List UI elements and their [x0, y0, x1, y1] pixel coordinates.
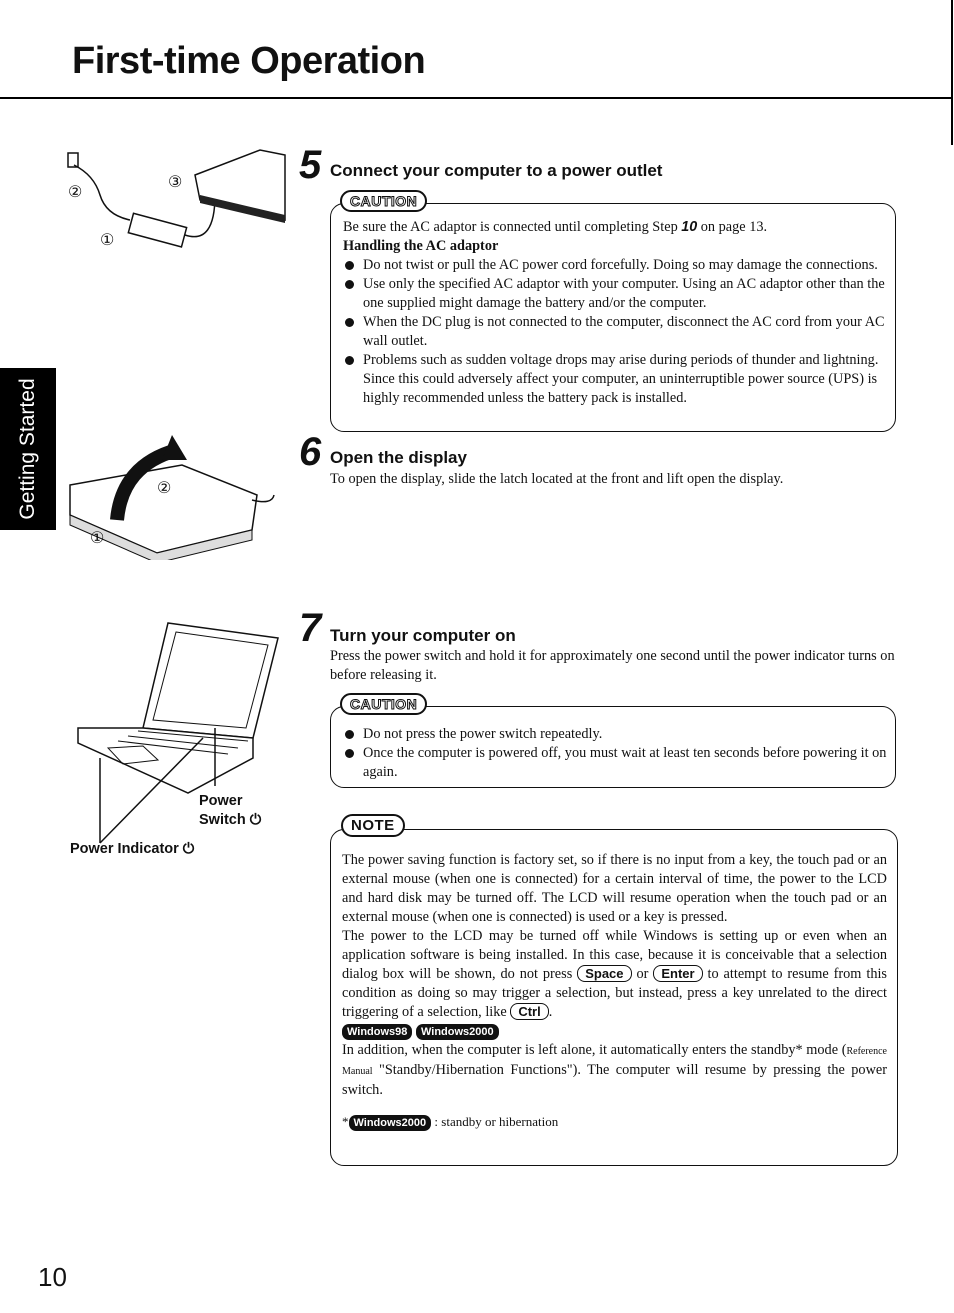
step-heading-7: Turn your computer on: [330, 626, 516, 645]
note-paragraph: The power saving function is factory set, so if there is no input from a key, the touch pad or an external mouse (when one is connected) for a certain interval of time, the power to the LCD and hard disk may be turned off. The LCD will resume operation when the touch pad or an external mouse (when one is connected) is used or a key is pressed.: [342, 852, 887, 925]
note-footnote: * Windows2000 : standby or hibernation: [342, 1114, 559, 1129]
caution-intro: Be sure the AC adaptor is connected until completing Step 10 on page 13.: [343, 219, 768, 235]
step-heading-6: Open the display: [330, 448, 467, 467]
caution-badge: CAUTION: [340, 693, 427, 715]
caution-bullet: When the DC plug is not connected to the computer, disconnect the AC cord from your AC wall outlet.: [343, 313, 888, 351]
caution-content-step5: [343, 218, 888, 408]
caution-bullet: Do not twist or pull the AC power cord forcefully. Doing so may damage the connections.: [343, 256, 888, 275]
step-text-7: Press the power switch and hold it for approximately one second until the power indicator turns on before releasing it.: [330, 648, 895, 683]
caution-subheading: Handling the AC adaptor: [343, 238, 499, 254]
caution-bullet: Once the computer is powered off, you must wait at least ten seconds before powering it on again.: [343, 744, 888, 782]
caution-bullet: Use only the specified AC adaptor with your computer. Using an AC adaptor other than the one supplied might damage the battery and/or the computer.: [343, 275, 888, 313]
key-ctrl: Ctrl: [510, 1003, 548, 1020]
power-indicator-label: Power Indicator ⏻: [70, 841, 195, 857]
key-space: Space: [577, 965, 631, 982]
power-switch-label: Power Switch ⏻: [199, 793, 262, 828]
windows98-badge: Windows98: [342, 1024, 412, 1040]
page-title: First-time Operation: [72, 40, 426, 82]
caution-content-step7: [343, 725, 888, 782]
step-text-6: To open the display, slide the latch located at the front and lift open the display.: [330, 471, 784, 487]
section-tab: [0, 368, 56, 530]
note-content: [342, 851, 887, 1131]
step-heading-5: Connect your computer to a power outlet: [330, 161, 663, 180]
marker-3: ③: [168, 174, 183, 191]
reference-manual-icon: Reference Manual: [342, 1046, 887, 1077]
note-paragraph: The power to the LCD may be turned off while Windows is setting up or even when an application software is being installed. In this case, because it is conceivable that a selection dialog box will be shown, do not press Space or Enter to attempt to resume from this condition as doing so may trigger a selection, but instead, press a key unrelated to the direct triggering of a selection, like Ctrl .: [342, 928, 887, 1020]
header-rule: [0, 97, 952, 99]
marker-2: ②: [157, 480, 172, 497]
windows2000-badge: Windows2000: [349, 1115, 432, 1131]
section-tab-label: Getting Started: [16, 378, 39, 520]
step-number-7: 7: [299, 606, 322, 650]
marker-1: ①: [100, 232, 115, 249]
key-enter: Enter: [653, 965, 702, 982]
page-number: 10: [38, 1262, 67, 1292]
open-display-illustration: [62, 435, 292, 560]
note-badge: NOTE: [341, 814, 405, 837]
caution-bullet: Do not press the power switch repeatedly.: [343, 725, 888, 744]
ac-adaptor-illustration: [60, 145, 290, 260]
os-badges: [342, 1022, 887, 1041]
caution-bullet: Problems such as sudden voltage drops may arise during periods of thunder and lightning. Since this could adversely affect your computer, an uninterruptible power source (UPS) is highly recommended unless the battery pack is installed.: [343, 351, 888, 408]
marker-2: ②: [68, 184, 83, 201]
caution-badge: CAUTION: [340, 190, 427, 212]
windows2000-badge: Windows2000: [416, 1024, 499, 1040]
marker-1: ①: [90, 530, 105, 547]
note-paragraph: In addition, when the computer is left alone, it automatically enters the standby* mode (Reference Manual "Standby/Hibernation Functions"). The computer will resume by pressing the power switch.: [342, 1042, 888, 1098]
step-number-5: 5: [299, 143, 322, 187]
step-number-6: 6: [299, 430, 322, 474]
edge-rule: [951, 0, 953, 145]
